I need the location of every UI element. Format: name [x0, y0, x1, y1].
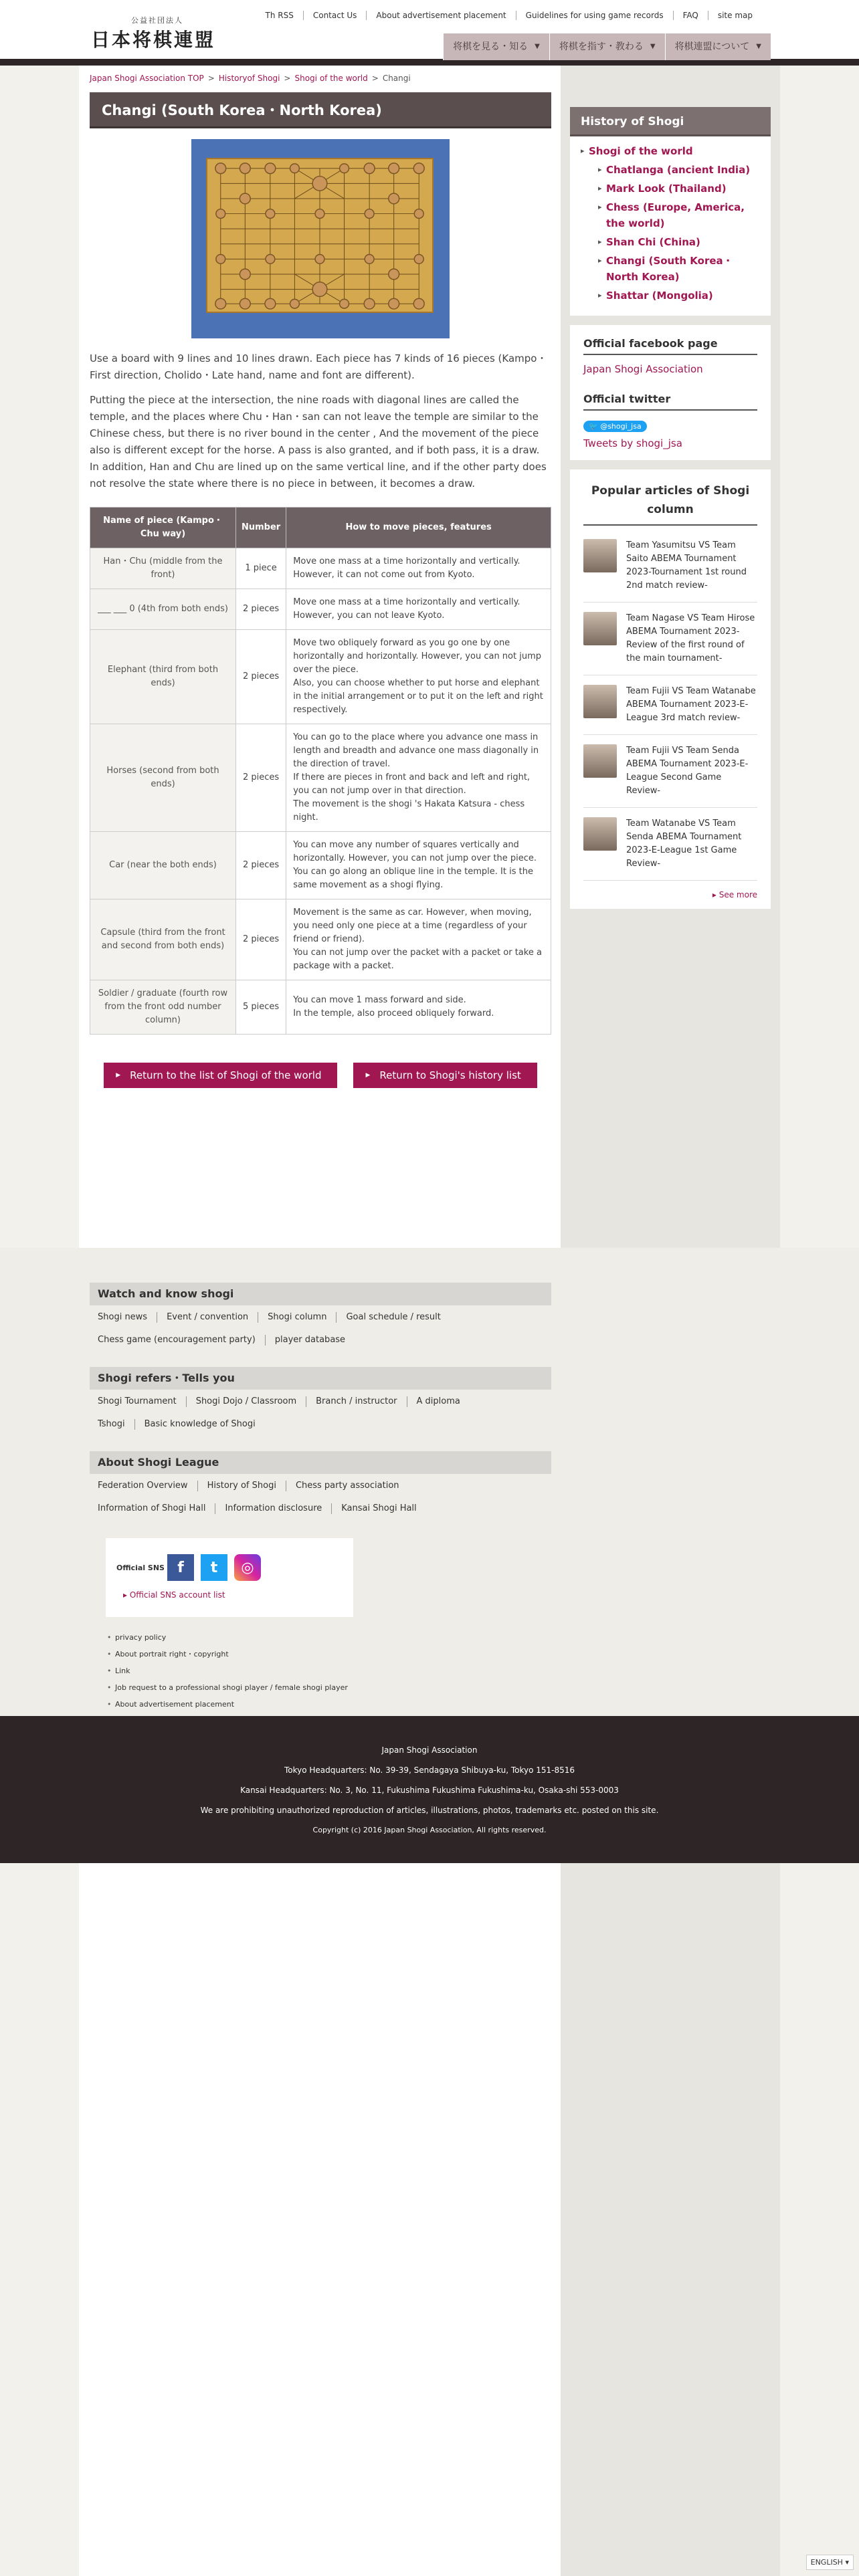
breadcrumb-separator: > [371, 74, 379, 83]
breadcrumb-separator: > [284, 74, 291, 83]
footer-link[interactable]: Basic knowledge of Shogi [134, 1419, 265, 1430]
site-header [0, 0, 859, 66]
piece-movement [286, 832, 551, 899]
footer-copyright: Copyright (c) 2016 Japan Shogi Association, All rights reserved. [312, 1826, 547, 1834]
column-box-title: Popular articles of Shogi column [583, 481, 757, 526]
button-row [90, 1063, 551, 1088]
footer-section-title: Watch and know shogi [90, 1283, 551, 1305]
piece-movement [286, 899, 551, 980]
movement-line: Move two obliquely forward as you go one by one horizontally and horizontally. However, you can not jump over the piece. [293, 638, 541, 675]
footer-link[interactable]: Chess game (encouragement party) [98, 1335, 256, 1345]
column-list [583, 530, 757, 881]
footer-section-title: About Shogi League [90, 1451, 551, 1474]
footer-small-links [106, 1629, 551, 1729]
piece-count: 1 piece [236, 548, 286, 589]
history-submenu [598, 162, 760, 304]
twitter-handle: @shogi_jsa [600, 422, 642, 431]
return-history-list-button[interactable] [353, 1063, 537, 1088]
footer-notice: We are prohibiting unauthorized reproduction of articles, illustrations, photos, trademarks etc. posted on this site. [200, 1806, 659, 1815]
footer-link[interactable]: Event / convention [157, 1312, 258, 1323]
language-label: ENGLISH [810, 2558, 843, 2567]
piece-count: 5 pieces [236, 980, 286, 1035]
history-box [570, 107, 771, 316]
footer-link[interactable]: Shogi Dojo / Classroom [186, 1396, 306, 1407]
footer-small-link[interactable]: • Link [106, 1662, 551, 1679]
history-root-label: Shogi of the world [589, 145, 693, 157]
movement-line: Move one mass at a time horizontally and vertically. [293, 597, 520, 607]
article-title: Team Watanabe VS Team Senda ABEMA Tournament 2023-E-League 1st Game Review- [626, 819, 742, 869]
footer-link[interactable]: Branch / instructor [306, 1396, 406, 1407]
instagram-icon[interactable]: ◎ [234, 1554, 261, 1581]
article-title: Team Fujii VS Team Watanabe ABEMA Tournament 2023-E-League 3rd match review- [626, 686, 756, 723]
movement-line: If there are pieces in front and back and left and right, you can not jump over in that direction. [293, 772, 531, 796]
footer-link[interactable]: Kansai Shogi Hall [331, 1503, 425, 1514]
facebook-icon[interactable]: f [167, 1554, 194, 1581]
footer-tokyo-address: Tokyo Headquarters: No. 39-39, Sendagaya Shibuya-ku, Tokyo 151-8516 [284, 1765, 575, 1775]
intro-paragraph: Use a board with 9 lines and 10 lines drawn. Each piece has 7 kinds of 16 pieces (Kampo・First direction, Cholido・Late hand, name and font are different). [90, 352, 547, 381]
see-more-label: See more [719, 890, 757, 899]
piece-name: Han・Chu (middle from the front) [90, 548, 236, 589]
piece-movement [286, 980, 551, 1035]
twitter-icon[interactable]: t [201, 1554, 227, 1581]
footer-link[interactable]: Federation Overview [98, 1481, 188, 1491]
history-item[interactable]: ▸ Chatlanga (ancient India) [598, 162, 760, 178]
facebook-page-link[interactable]: Japan Shogi Association [583, 363, 703, 375]
piece-name: Capsule (third from the front and second from both ends) [90, 899, 236, 980]
utility-nav [256, 11, 762, 20]
footer-section-links [90, 1305, 551, 1360]
column-article[interactable] [583, 530, 757, 603]
twitter-bird-icon: 🐦 [589, 422, 601, 431]
chevron-down-icon: ▾ [845, 2558, 849, 2567]
footer-link[interactable]: Shogi column [258, 1312, 336, 1323]
board-drawing [207, 159, 432, 312]
site-footer [0, 1716, 859, 1863]
intro-text [90, 350, 551, 492]
piece-count: 2 pieces [236, 832, 286, 899]
breadcrumb [90, 74, 411, 83]
footer-link[interactable]: Tshogi [98, 1419, 125, 1429]
article-thumbnail [583, 612, 617, 645]
piece-movement [286, 724, 551, 832]
column-article[interactable] [583, 735, 757, 808]
column-article[interactable] [583, 675, 757, 735]
social-box [570, 325, 771, 460]
util-link-sitemap[interactable]: site map [708, 11, 762, 20]
arrow-right-icon: ▶ [365, 1072, 371, 1079]
table-row [90, 630, 551, 724]
main-nav-label: 将棋を指す・教わる [559, 41, 644, 52]
arrow-right-icon: ▶ [116, 1072, 121, 1079]
movement-line: The movement is the shogi 's Hakata Katsura - chess night. [293, 799, 525, 823]
article-title: Team Yasumitsu VS Team Saito ABEMA Tournament 2023-Tournament 1st round 2nd match review- [626, 540, 747, 591]
breadcrumb-separator: > [207, 74, 215, 83]
column-header-number: Number [236, 508, 286, 548]
footer-link[interactable]: Goal schedule / result [336, 1312, 450, 1323]
article-title: Team Fujii VS Team Senda ABEMA Tournament 2023-E-League Second Game Review- [626, 746, 749, 796]
table-row [90, 724, 551, 832]
footer-small-link[interactable]: • Job request to a professional shogi player / female shogi player [106, 1679, 551, 1696]
article-thumbnail [583, 539, 617, 572]
board-image [206, 158, 434, 313]
triangle-down-icon: ▼ [535, 43, 540, 50]
movement-line: You can go along an oblique line in the temple. It is the same movement as a shogi flying. [293, 867, 533, 890]
main-nav-about[interactable] [665, 33, 771, 60]
movement-line: Movement is the same as car. However, when moving, you need only one piece at a time (regardless of your friend or friend). [293, 907, 532, 944]
history-box-title: History of Shogi [570, 107, 771, 136]
sns-label: Official SNS [116, 1564, 165, 1572]
util-link-rss[interactable]: Th RSS [265, 11, 294, 20]
main-content [90, 92, 551, 1088]
movement-line: You can not jump over the packet with a packet or take a package with a packet. [293, 948, 542, 971]
breadcrumb-top[interactable]: Japan Shogi Association TOP [90, 74, 204, 83]
twitter-title: Official twitter [583, 393, 757, 411]
history-item[interactable]: ▸ Mark Look (Thailand) [598, 181, 760, 197]
column-article[interactable] [583, 808, 757, 881]
article-title: Team Nagase VS Team Hirose ABEMA Tournament 2023-Review of the first round of the main tournament- [626, 613, 755, 663]
piece-count: 2 pieces [236, 899, 286, 980]
movement-line: You can move 1 mass forward and side. [293, 995, 466, 1005]
footer-section-links [90, 1390, 551, 1444]
changi-board-photo [191, 139, 450, 338]
column-article[interactable] [583, 603, 757, 675]
footer-nav [0, 1248, 859, 1716]
movement-line: However, you can not leave Kyoto. [293, 611, 445, 621]
logo-title: 日本将棋連盟 [91, 29, 216, 51]
piece-name: Horses (second from both ends) [90, 724, 236, 832]
util-link-ads[interactable]: About advertisement placement [366, 11, 515, 20]
site-logo[interactable] [91, 15, 231, 49]
table-row [90, 899, 551, 980]
footer-link[interactable]: Shogi Tournament [98, 1396, 177, 1406]
footer-sections [90, 1283, 551, 1529]
footer-link[interactable]: Chess party association [286, 1481, 409, 1491]
button-label: Return to Shogi's history list [379, 1069, 521, 1081]
history-item[interactable]: ▸ Shan Chi (China) [598, 234, 760, 250]
main-nav-label: 将棋連盟について [674, 41, 750, 52]
breadcrumb-world[interactable]: Shogi of the world [294, 74, 368, 83]
table-row [90, 589, 551, 630]
triangle-down-icon: ▼ [650, 43, 656, 50]
sidebar [570, 107, 771, 918]
table-row [90, 980, 551, 1035]
column-header-name: Name of piece (Kampo・Chu way) [90, 508, 236, 548]
footer-nav-inner [90, 1276, 551, 1729]
footer-section-title: Shogi refers・Tells you [90, 1367, 551, 1390]
footer-small-link[interactable]: • About advertisement placement [106, 1696, 551, 1713]
history-item[interactable]: ▸ Shattar (Mongolia) [598, 288, 760, 304]
logo-subtitle: 公益社団法人 [131, 16, 183, 25]
article-thumbnail [583, 744, 617, 778]
footer-small-link[interactable]: • privacy policy [106, 1629, 551, 1646]
breadcrumb-history[interactable]: Historyof Shogi [218, 74, 280, 83]
footer-org: Japan Shogi Association [381, 1745, 478, 1755]
movement-line: You can move any number of squares vertically and horizontally. However, you can not jump over the piece. [293, 840, 537, 863]
table-row [90, 832, 551, 899]
piece-count: 2 pieces [236, 589, 286, 630]
util-link-faq[interactable]: FAQ [673, 11, 708, 20]
history-root-item[interactable] [581, 143, 760, 304]
main-nav [443, 33, 771, 60]
button-label: Return to the list of Shogi of the world [130, 1069, 322, 1081]
history-item[interactable]: ▸ Changi (South Korea・North Korea) [598, 253, 760, 285]
movement-line: Move one mass at a time horizontally and vertically. [293, 556, 520, 566]
history-item[interactable]: ▸ Chess (Europe, America, the world) [598, 199, 760, 231]
movement-line: In the temple, also proceed obliquely forward. [293, 1008, 494, 1018]
article-thumbnail [583, 685, 617, 718]
piece-movement [286, 630, 551, 724]
table-body [90, 548, 551, 1035]
footer-link[interactable]: Information disclosure [215, 1503, 331, 1514]
history-menu [570, 136, 771, 316]
intro-paragraph: Putting the piece at the intersection, the nine roads with diagonal lines are called the temple, and the places where Chu・Han・san can not leave the temple are similar to the Chinese chess, but there is no river bound in the center , And the movement of the piece also is different except for the horse. A pass is also granted, and if both pass, it is a draw. In addition, Han and Chu are lined up on the same vertical line, and if the other party does not resolve the state where there is no piece in between, it becomes a draw. [90, 394, 547, 490]
table-row [90, 548, 551, 589]
see-more-link[interactable] [583, 890, 757, 899]
piece-name: Elephant (third from both ends) [90, 630, 236, 724]
footer-link[interactable]: player database [265, 1335, 355, 1346]
piece-movement [286, 589, 551, 630]
triangle-down-icon: ▼ [756, 43, 761, 50]
language-select[interactable] [806, 2555, 854, 2570]
arrow-right-icon: ▸ [712, 890, 719, 899]
piece-name: Soldier / graduate (fourth row from the front odd number column) [90, 980, 236, 1035]
piece-count: 2 pieces [236, 724, 286, 832]
twitter-timeline-link[interactable]: Tweets by shogi_jsa [583, 437, 682, 449]
return-world-list-button[interactable] [104, 1063, 337, 1088]
footer-link[interactable]: History of Shogi [197, 1481, 286, 1491]
footer-small-link[interactable]: • About portrait right・copyright [106, 1646, 551, 1662]
column-box [570, 469, 771, 909]
page-title: Changi (South Korea・North Korea) [90, 92, 551, 128]
column-header-movement: How to move pieces, features [286, 508, 551, 548]
footer-section-links [90, 1474, 551, 1529]
piece-count: 2 pieces [236, 630, 286, 724]
footer-link[interactable]: Shogi news [98, 1312, 148, 1322]
piece-name: Car (near the both ends) [90, 832, 236, 899]
movement-line: Also, you can choose whether to put horse and elephant in the initial arrangement or to put it on the left and right respectively. [293, 678, 543, 715]
pieces-table [90, 507, 551, 1035]
sns-account-list-label: Official SNS account list [129, 1590, 225, 1600]
official-sns-box [106, 1538, 353, 1617]
util-link-contact[interactable]: Contact Us [303, 11, 367, 20]
breadcrumb-current: Changi [382, 74, 411, 83]
piece-movement [286, 548, 551, 589]
facebook-title: Official facebook page [583, 337, 757, 355]
table-header-row [90, 508, 551, 548]
footer-link[interactable]: Information of Shogi Hall [98, 1503, 206, 1513]
movement-line: However, it can not come out from Kyoto. [293, 570, 475, 580]
movement-line: You can go to the place where you advance one mass in length and breadth and advance one mass diagonally in the direction of travel. [293, 732, 539, 769]
sns-account-list-link[interactable]: ▸ Official SNS account list [123, 1590, 225, 1600]
main-nav-play[interactable] [549, 33, 665, 60]
main-nav-label: 将棋を見る・知る [453, 41, 529, 52]
main-nav-watch[interactable] [443, 33, 549, 60]
footer-kansai-address: Kansai Headquarters: No. 3, No. 11, Fukushima Fukushima Fukushima-ku, Osaka-shi 553-0003 [240, 1786, 619, 1795]
footer-link[interactable]: A diploma [407, 1396, 470, 1407]
twitter-follow-button[interactable] [583, 421, 647, 432]
util-link-guidelines[interactable]: Guidelines for using game records [516, 11, 673, 20]
piece-name: ___ ___ 0 (4th from both ends) [90, 589, 236, 630]
article-thumbnail [583, 817, 617, 851]
